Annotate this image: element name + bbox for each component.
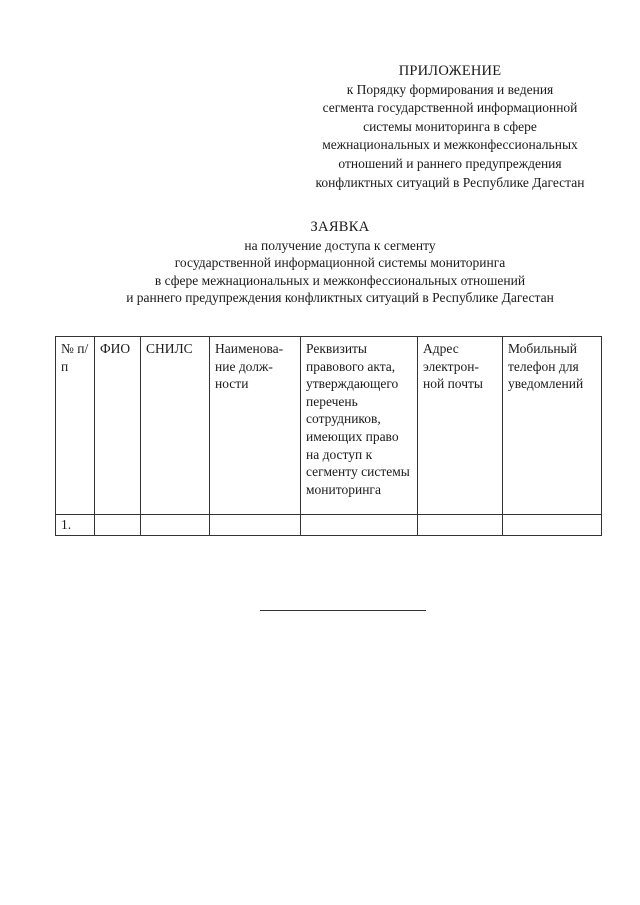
header-cell-mobile-phone: Мобильный телефон для уведомлений xyxy=(503,337,602,515)
request-subtitle-line: и раннего предупреждения конфликтных ситуаций в Республике Дагестан xyxy=(126,290,554,306)
header-cell-email: Адрес электрон-ной почты xyxy=(418,337,503,515)
appendix-line: системы мониторинга в сфере xyxy=(363,118,537,134)
appendix-line: отношений и раннего предупреждения xyxy=(338,155,562,171)
request-subtitle-line: в сфере межнациональных и межконфессиональных отношений xyxy=(154,272,526,288)
table-cell-number: 1. xyxy=(56,515,95,536)
appendix-line: сегмента государственной информационной xyxy=(322,100,578,116)
header-cell-full-name: ФИО xyxy=(95,337,141,515)
request-block xyxy=(40,219,640,307)
header-cell-number: № п/п xyxy=(56,337,95,515)
request-table xyxy=(55,336,602,536)
request-title: ЗАЯВКА xyxy=(310,219,370,235)
table-cell-full-name xyxy=(95,515,141,536)
table-cell-legal-act xyxy=(301,515,418,536)
request-subtitle-line: на получение доступа к сегменту xyxy=(244,237,436,253)
request-subtitle-line: государственной информационной системы мониторинга xyxy=(174,255,506,271)
header-cell-snils: СНИЛС xyxy=(141,337,210,515)
header-cell-position: Наименова-ние долж-ности xyxy=(210,337,301,515)
appendix-line: к Порядку формирования и ведения xyxy=(346,81,554,97)
table-cell-snils xyxy=(141,515,210,536)
table-cell-position xyxy=(210,515,301,536)
table-row xyxy=(56,515,602,536)
signature-line xyxy=(260,610,426,611)
appendix-block xyxy=(270,62,630,192)
header-cell-legal-act: Реквизиты правового акта, утверждающего перечень сотрудников, имеющих право на доступ к сегменту системы мониторинга xyxy=(301,337,418,515)
appendix-line: конфликтных ситуаций в Республике Дагестан xyxy=(315,174,585,190)
table-cell-mobile-phone xyxy=(503,515,602,536)
table-header-row xyxy=(56,337,602,515)
appendix-line: межнациональных и межконфессиональных xyxy=(322,137,578,153)
table-cell-email xyxy=(418,515,503,536)
appendix-title: ПРИЛОЖЕНИЕ xyxy=(398,63,502,79)
